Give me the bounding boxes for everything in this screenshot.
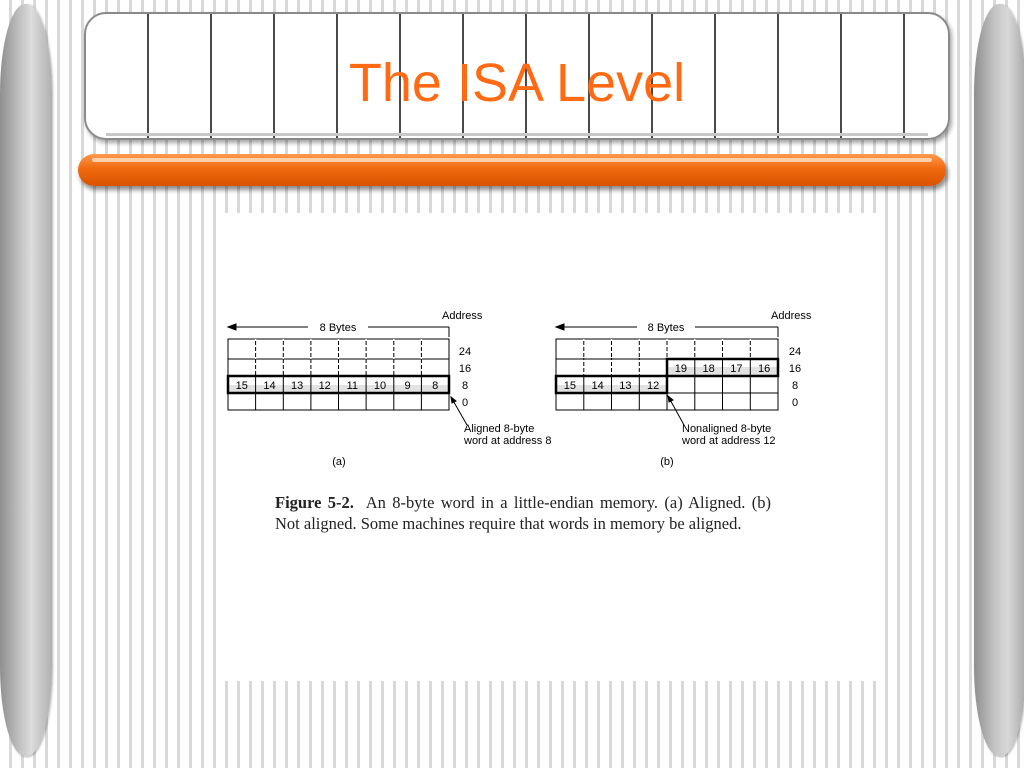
panel-a — [228, 310, 551, 468]
address-header-a: Address — [442, 310, 483, 322]
address-labels-b — [789, 346, 801, 409]
address-label: 8 — [461, 380, 469, 392]
byte-cell: 12 — [646, 380, 660, 392]
note-a-line1: Aligned 8-byte — [464, 423, 535, 435]
note-b-line2: word at address 12 — [682, 435, 776, 447]
byte-cell: 8 — [432, 380, 439, 392]
address-label: 0 — [461, 397, 469, 409]
byte-cell: 9 — [404, 380, 411, 392]
byte-cell: 14 — [591, 380, 604, 392]
panel-label-a: (a) — [332, 456, 346, 468]
byte-cell: 10 — [373, 380, 387, 392]
address-label: 16 — [458, 363, 472, 375]
figure-caption — [275, 492, 771, 534]
address-labels-a — [459, 346, 471, 409]
byte-cell: 12 — [318, 380, 331, 392]
byte-cell: 15 — [235, 380, 248, 392]
byte-cell: 18 — [702, 363, 715, 375]
panel-b — [556, 310, 812, 468]
panel-label-b: (b) — [660, 456, 674, 468]
address-label: 0 — [791, 397, 799, 409]
address-label: 24 — [788, 346, 802, 358]
byte-cell: 15 — [563, 380, 577, 392]
figure-image — [222, 213, 880, 681]
byte-cell: 13 — [290, 380, 304, 392]
note-a-line2: word at address 8 — [464, 435, 552, 447]
address-label: 16 — [788, 363, 802, 375]
address-label: 8 — [791, 380, 799, 392]
slide-title: The ISA Level — [348, 53, 686, 113]
caption-label: Figure 5-2. — [275, 493, 354, 512]
address-label: 24 — [458, 346, 472, 358]
note-b-line1: Nonaligned 8-byte — [682, 423, 772, 435]
memory-grid-a — [228, 339, 449, 410]
byte-cell: 14 — [263, 380, 276, 392]
width-label-b: 8 Bytes — [647, 322, 685, 334]
byte-cell: 17 — [730, 363, 743, 375]
byte-cell: 16 — [757, 363, 771, 375]
width-label-a: 8 Bytes — [319, 322, 357, 334]
byte-cell: 13 — [619, 380, 632, 392]
caption-text: An 8-byte word in a little-endian memory. (a) Aligned. (b) Not aligned. Some machines require that words in memory be aligned. — [275, 493, 772, 533]
byte-cell: 19 — [674, 363, 688, 375]
orange-divider-bar — [78, 154, 946, 186]
memory-grid-b — [556, 339, 778, 410]
right-decorative-pillar — [974, 4, 1024, 756]
address-header-b: Address — [771, 310, 812, 322]
byte-cell: 11 — [346, 380, 359, 392]
left-decorative-pillar — [0, 4, 52, 756]
